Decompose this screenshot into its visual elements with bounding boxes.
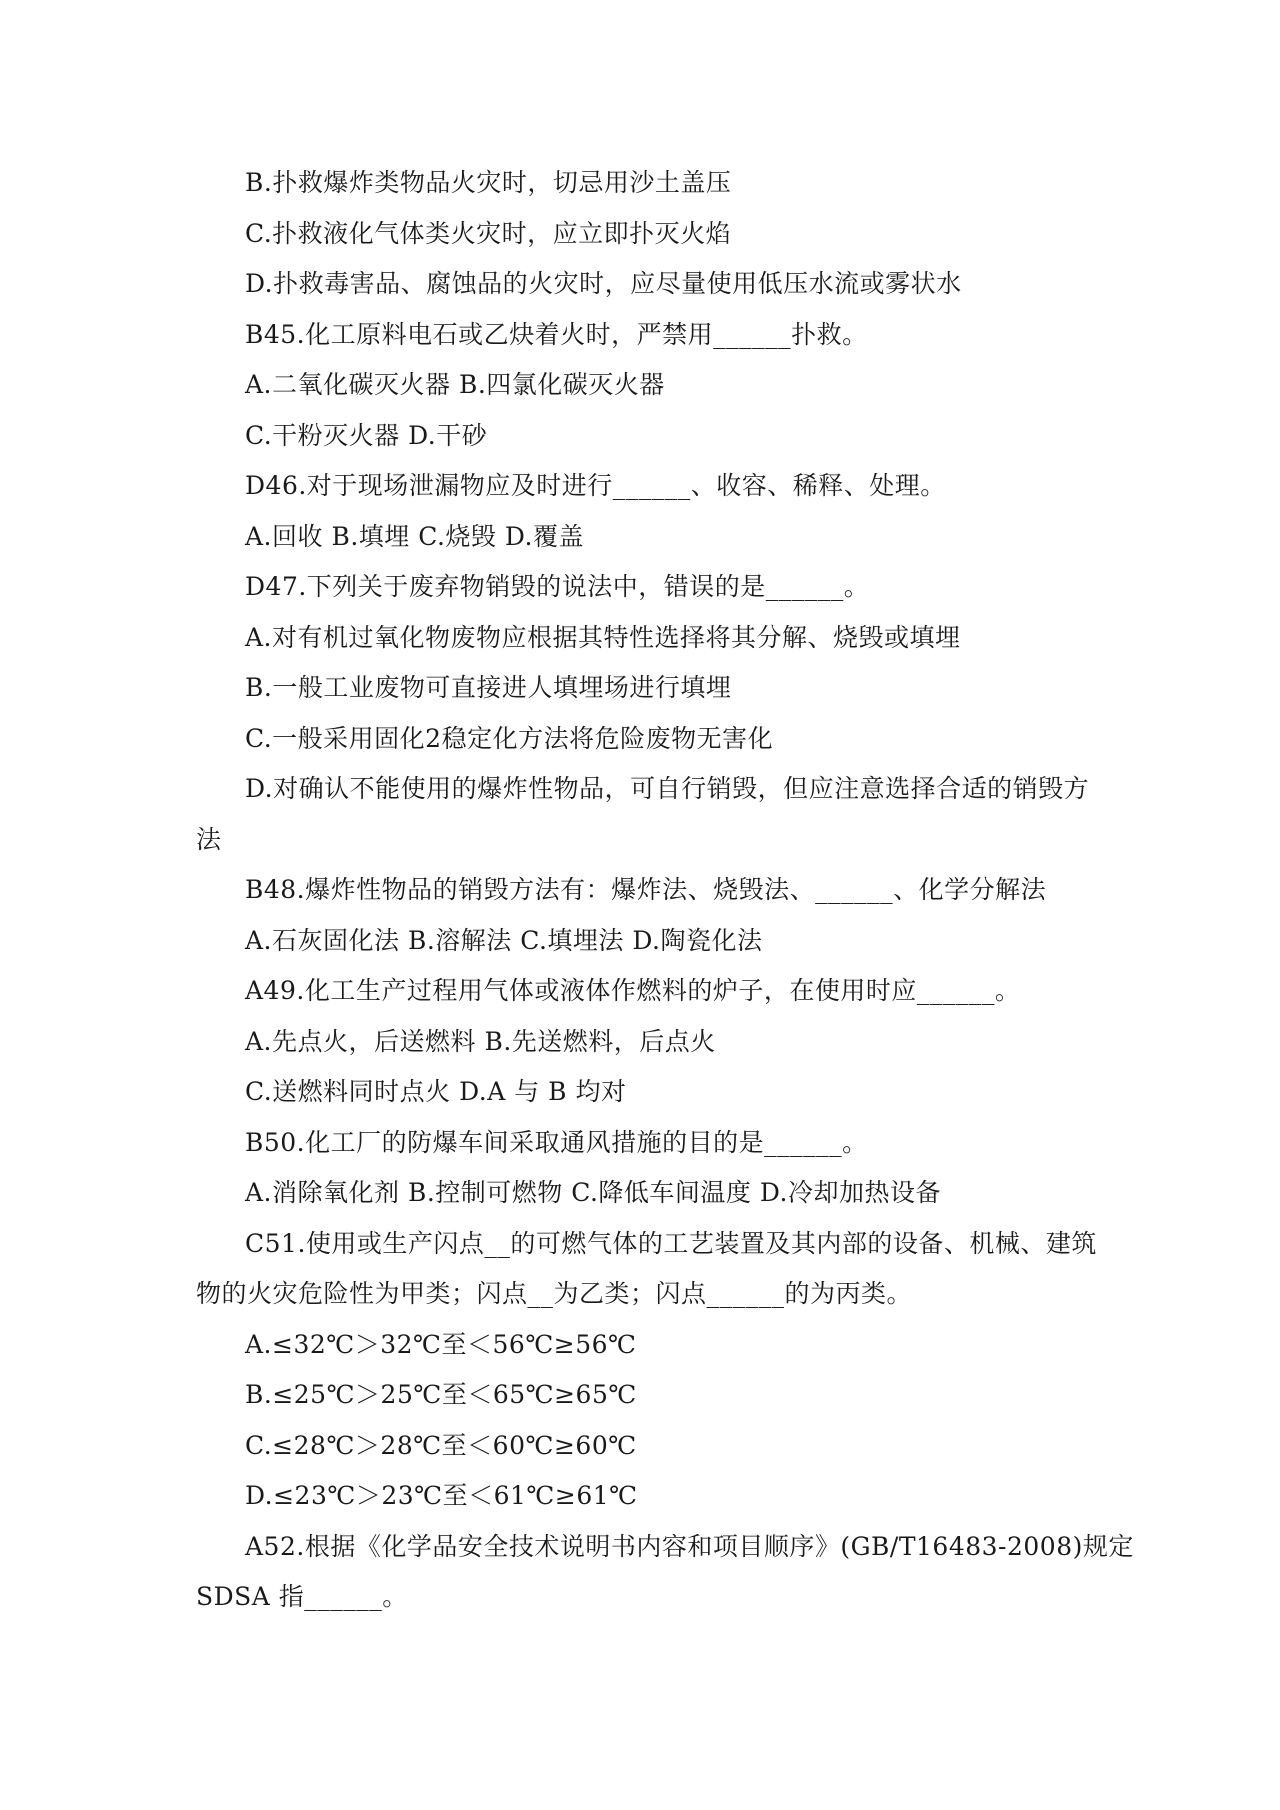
question-49: A49.化工生产过程用气体或液体作燃料的炉子，在使用时应______。 (245, 976, 1021, 1005)
text-line: A.回收 B.填埋 C.烧毁 D.覆盖 (245, 521, 584, 551)
text-line: A.消除氧化剂 B.控制可燃物 C.降低车间温度 D.冷却加热设备 (245, 1178, 941, 1207)
text-line: SDSA 指______。 (196, 1582, 408, 1611)
document-body (196, 158, 1134, 1623)
text-line: A.≤32℃＞32℃至＜56℃≥56℃ (245, 1329, 637, 1359)
text-line: B.≤25℃＞25℃至＜65℃≥65℃ (245, 1380, 637, 1409)
text-line: D.≤23℃＞23℃至＜61℃≥61℃ (245, 1481, 638, 1510)
text-line: A.先点火，后送燃料 B.先送燃料，后点火 (245, 1026, 716, 1056)
question-45: B45.化工原料电石或乙炔着火时，严禁用______扑救。 (245, 319, 868, 349)
question-48: B48.爆炸性物品的销毁方法有：爆炸法、烧毁法、______、化学分解法 (245, 875, 1047, 904)
text-line: C.扑救液化气体类火灾时，应立即扑灭火焰 (245, 218, 732, 248)
text-line: D.对确认不能使用的爆炸性物品，可自行销毁，但应注意选择合适的销毁方 (245, 774, 1090, 803)
question-46: D46.对于现场泄漏物应及时进行______、收容、稀释、处理。 (245, 471, 946, 500)
text-line: A.二氧化碳灭火器 B.四氯化碳灭火器 (245, 370, 665, 399)
question-50: B50.化工厂的防爆车间采取通风措施的目的是______。 (245, 1127, 868, 1157)
text-line: A.石灰固化法 B.溶解法 C.填埋法 D.陶瓷化法 (245, 925, 763, 955)
text-line: B.扑救爆炸类物品火灾时，切忌用沙土盖压 (245, 168, 732, 197)
question-52: A52.根据《化学品安全技术说明书内容和项目顺序》(GB/T16483-2008)规定 (245, 1531, 1134, 1561)
question-51: C51.使用或生产闪点__的可燃气体的工艺装置及其内部的设备、机械、建筑 (245, 1228, 1097, 1258)
question-47: D47.下列关于废弃物销毁的说法中，错误的是______。 (245, 572, 870, 601)
text-line: C.≤28℃＞28℃至＜60℃≥60℃ (245, 1430, 637, 1460)
text-line: C.干粉灭火器 D.干砂 (245, 420, 488, 450)
text-line: B.一般工业废物可直接进人填埋场进行填埋 (245, 673, 732, 702)
text-line: 法 (196, 824, 222, 854)
text-line: C.送燃料同时点火 D.A 与 B 均对 (245, 1077, 627, 1106)
text-line: D.扑救毒害品、腐蚀品的火灾时，应尽量使用低压水流或雾状水 (245, 269, 962, 298)
text-line: 物的火灾危险性为甲类；闪点__为乙类；闪点______的为丙类。 (196, 1279, 913, 1308)
text-line: C.一般采用固化2稳定化方法将危险废物无害化 (245, 723, 774, 753)
text-line: A.对有机过氧化物废物应根据其特性选择将其分解、烧毁或填埋 (245, 622, 961, 652)
